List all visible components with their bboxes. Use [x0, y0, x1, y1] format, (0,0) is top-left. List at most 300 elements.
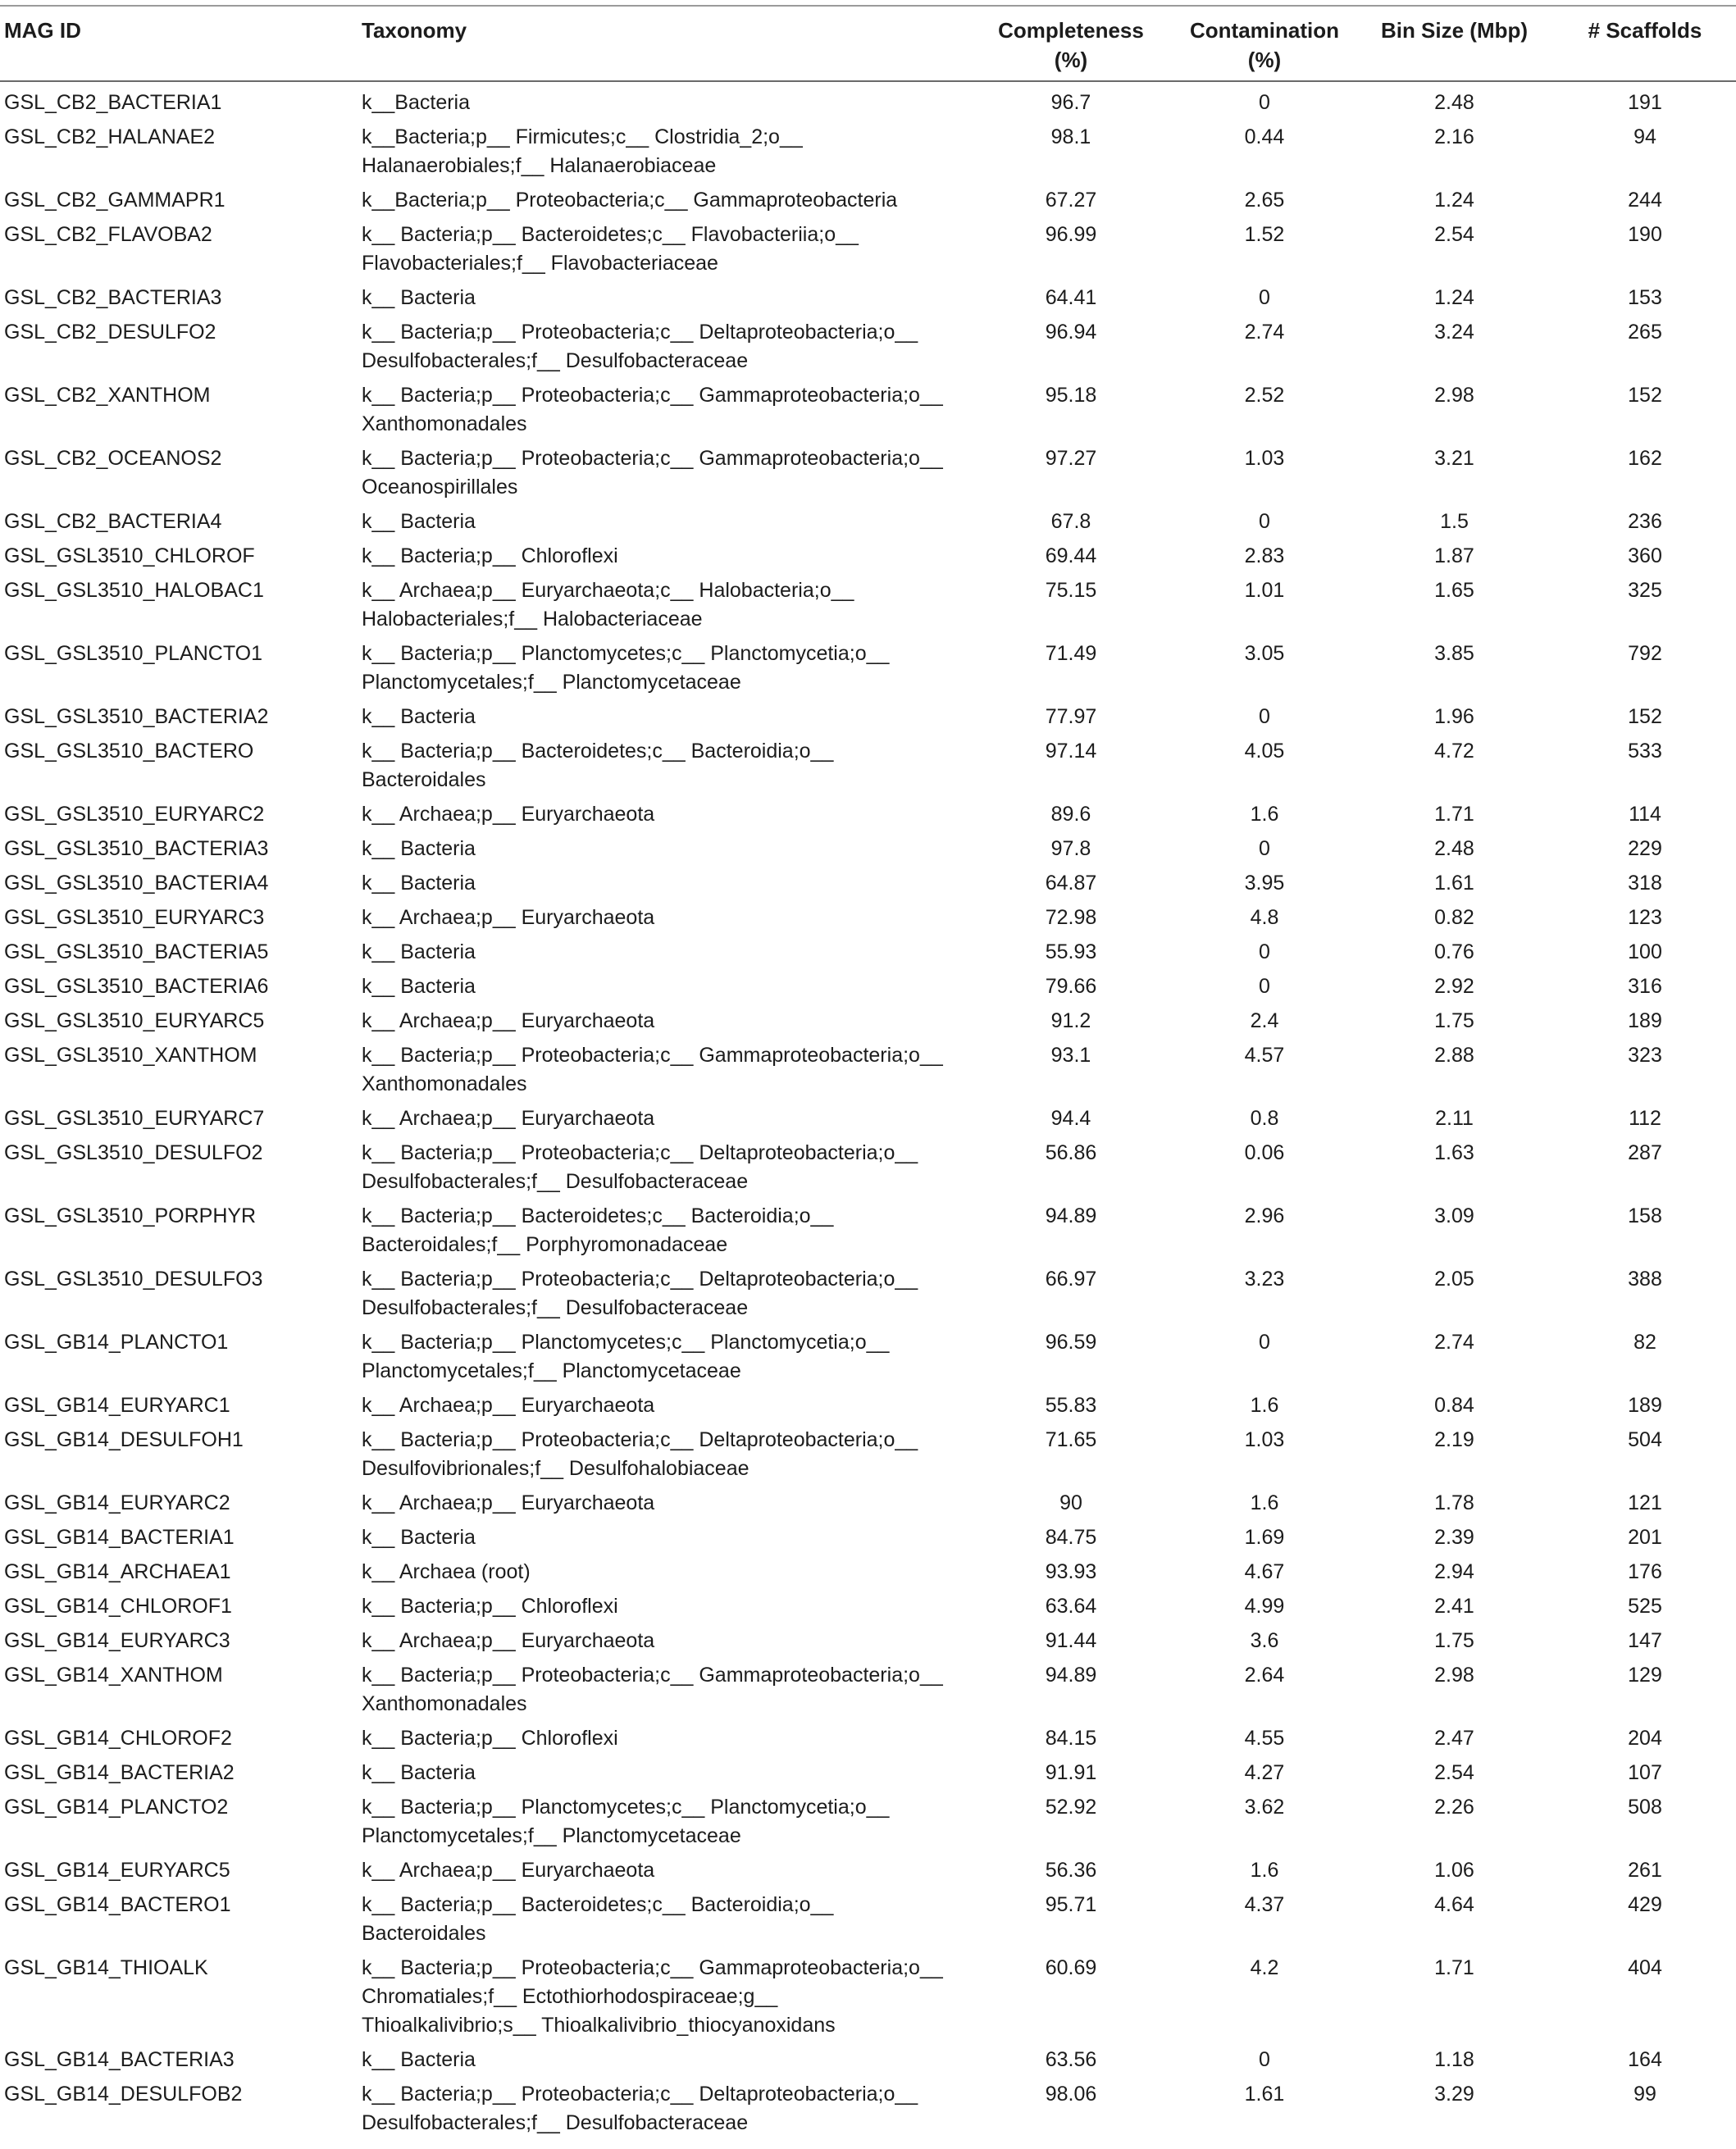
contamination-cell: 3.05 — [1244, 642, 1285, 665]
mag-id-cell: GSL_GSL3510_HALOBAC1 — [4, 579, 264, 602]
table-row — [0, 968, 1736, 1003]
mag-id-cell: GSL_CB2_DESULFO2 — [4, 321, 216, 344]
taxonomy-cell — [362, 1789, 972, 1852]
scaffolds-cell: 323 — [1628, 1044, 1662, 1067]
contamination-cell: 1.6 — [1250, 1859, 1279, 1882]
taxonomy-line: k__ Bacteria;p__ Bacteroidetes;c__ Flavobacteriia;o__ — [362, 223, 859, 246]
table-row — [0, 1720, 1736, 1755]
completeness-cell: 84.15 — [1045, 1727, 1097, 1750]
scaffolds-cell: 201 — [1628, 1526, 1662, 1549]
completeness-cell: 71.49 — [1045, 642, 1097, 665]
taxonomy-cell — [362, 314, 972, 377]
mag-id-cell: GSL_CB2_HALANAE2 — [4, 125, 216, 148]
taxonomy-cell — [362, 2042, 972, 2076]
mag-id-cell: GSL_GB14_EURYARC3 — [4, 1629, 230, 1652]
completeness-cell: 63.64 — [1045, 1595, 1097, 1618]
bin-size-cell: 2.26 — [1434, 1796, 1474, 1819]
taxonomy-cell — [362, 934, 972, 968]
bin-size-cell: 2.19 — [1434, 1428, 1474, 1451]
completeness-cell: 96.7 — [1050, 91, 1091, 114]
taxonomy-cell — [362, 831, 972, 865]
completeness-cell: 75.15 — [1045, 579, 1097, 602]
scaffolds-cell: 236 — [1628, 510, 1662, 533]
taxonomy-line: k__ Bacteria;p__ Chloroflexi — [362, 544, 618, 567]
taxonomy-line: k__Bacteria;p__ Firmicutes;c__ Clostridia_2;o__ — [362, 125, 803, 148]
scaffolds-cell: 114 — [1629, 803, 1661, 826]
taxonomy-line: k__ Bacteria;p__ Chloroflexi — [362, 1595, 618, 1618]
contamination-cell: 1.52 — [1244, 223, 1285, 246]
mag-id-cell: GSL_GSL3510_BACTERIA2 — [4, 705, 269, 728]
table-row — [0, 1519, 1736, 1554]
completeness-cell: 98.1 — [1050, 125, 1091, 148]
completeness-cell: 93.93 — [1045, 1560, 1097, 1583]
header-row — [0, 6, 1736, 81]
mag-id-cell: GSL_GSL3510_DESULFO2 — [4, 1141, 263, 1164]
taxonomy-line: k__ Bacteria — [362, 1526, 476, 1549]
mag-id-cell: GSL_GSL3510_CHLOROF — [4, 544, 255, 567]
completeness-cell: 79.66 — [1045, 975, 1097, 998]
mag-id-cell: GSL_GB14_BACTERIA3 — [4, 2048, 235, 2071]
completeness-cell: 66.97 — [1045, 1268, 1097, 1291]
taxonomy-cell — [362, 968, 972, 1003]
table-row — [0, 280, 1736, 314]
completeness-cell: 94.89 — [1045, 1204, 1097, 1227]
table-row — [0, 1852, 1736, 1887]
table-row — [0, 81, 1736, 119]
taxonomy-line: Chromatiales;f__ Ectothiorhodospiraceae;g__ — [362, 1985, 778, 2008]
mag-table — [0, 5, 1736, 2139]
bin-size-cell: 2.54 — [1434, 223, 1474, 246]
scaffolds-cell: 508 — [1628, 1796, 1662, 1819]
scaffolds-cell: 325 — [1628, 579, 1662, 602]
mag-id-cell: GSL_GB14_XANTHOM — [4, 1664, 223, 1687]
mag-id-cell: GSL_GB14_BACTERIA2 — [4, 1761, 235, 1784]
taxonomy-line: k__ Bacteria;p__ Proteobacteria;c__ Deltaproteobacteria;o__ — [362, 321, 918, 344]
bin-size-cell: 1.61 — [1434, 872, 1474, 895]
completeness-cell: 64.87 — [1045, 872, 1097, 895]
contamination-cell: 4.57 — [1244, 1044, 1285, 1067]
taxonomy-cell — [362, 572, 972, 635]
taxonomy-line: k__ Bacteria;p__ Proteobacteria;c__ Deltaproteobacteria;o__ — [362, 1141, 918, 1164]
contamination-cell: 0.8 — [1250, 1107, 1279, 1130]
contamination-cell: 0.44 — [1244, 125, 1285, 148]
bin-size-cell: 2.16 — [1434, 125, 1474, 148]
taxonomy-cell — [362, 182, 972, 216]
scaffolds-cell: 204 — [1628, 1727, 1662, 1750]
table-row — [0, 119, 1736, 182]
taxonomy-line: k__ Bacteria — [362, 705, 476, 728]
taxonomy-line: Bacteroidales — [362, 768, 486, 791]
taxonomy-cell — [362, 1100, 972, 1135]
taxonomy-cell — [362, 1588, 972, 1623]
contamination-cell: 2.74 — [1244, 321, 1285, 344]
scaffolds-cell: 191 — [1628, 91, 1662, 114]
table-row — [0, 1554, 1736, 1588]
completeness-cell: 95.18 — [1045, 384, 1097, 407]
scaffolds-cell: 153 — [1628, 286, 1662, 309]
scaffolds-cell: 792 — [1628, 642, 1662, 665]
contamination-cell: 2.65 — [1244, 189, 1285, 212]
bin-size-cell: 2.54 — [1434, 1761, 1474, 1784]
scaffolds-cell: 162 — [1628, 447, 1662, 470]
contamination-cell: 0 — [1259, 91, 1270, 114]
contamination-cell: 4.55 — [1244, 1727, 1285, 1750]
taxonomy-line: Halanaerobiales;f__ Halanaerobiaceae — [362, 154, 717, 177]
taxonomy-line: k__ Archaea;p__ Euryarchaeota — [362, 1394, 655, 1417]
contamination-cell: 1.61 — [1244, 2083, 1285, 2106]
mag-id-cell: GSL_GB14_ARCHAEA1 — [4, 1560, 231, 1583]
scaffolds-cell: 189 — [1628, 1394, 1662, 1417]
taxonomy-line: k__ Bacteria;p__ Planctomycetes;c__ Planctomycetia;o__ — [362, 1796, 890, 1819]
taxonomy-line: k__ Bacteria;p__ Proteobacteria;c__ Gammaproteobacteria;o__ — [362, 447, 943, 470]
contamination-cell: 0.06 — [1244, 1141, 1285, 1164]
completeness-cell: 96.99 — [1045, 223, 1097, 246]
taxonomy-cell — [362, 280, 972, 314]
taxonomy-cell — [362, 1519, 972, 1554]
table-row — [0, 2076, 1736, 2139]
taxonomy-cell — [362, 377, 972, 440]
table-row — [0, 1623, 1736, 1657]
scaffolds-cell: 504 — [1628, 1428, 1662, 1451]
contamination-cell: 4.99 — [1244, 1595, 1285, 1618]
completeness-cell: 69.44 — [1045, 544, 1097, 567]
mag-id-cell: GSL_GSL3510_BACTERIA4 — [4, 872, 269, 895]
scaffolds-cell: 121 — [1628, 1491, 1662, 1514]
bin-size-cell: 2.47 — [1434, 1727, 1474, 1750]
contamination-cell: 1.69 — [1244, 1526, 1285, 1549]
completeness-cell: 96.94 — [1045, 321, 1097, 344]
completeness-cell: 94.4 — [1050, 1107, 1091, 1130]
mag-id-cell: GSL_GSL3510_BACTERIA6 — [4, 975, 269, 998]
bin-size-cell: 1.06 — [1434, 1859, 1474, 1882]
table-row — [0, 503, 1736, 538]
header-completeness — [972, 6, 1170, 81]
completeness-cell: 91.2 — [1050, 1009, 1091, 1032]
taxonomy-line: k__ Archaea;p__ Euryarchaeota;c__ Halobacteria;o__ — [362, 579, 854, 602]
taxonomy-cell — [362, 81, 972, 119]
scaffolds-cell: 316 — [1628, 975, 1662, 998]
table-row — [0, 440, 1736, 503]
table-row — [0, 1198, 1736, 1261]
taxonomy-cell — [362, 899, 972, 934]
mag-id-cell: GSL_GSL3510_BACTERIA3 — [4, 837, 269, 860]
taxonomy-cell — [362, 216, 972, 280]
contamination-cell: 1.03 — [1244, 447, 1285, 470]
taxonomy-cell — [362, 865, 972, 899]
table-row — [0, 1135, 1736, 1198]
completeness-cell: 89.6 — [1050, 803, 1091, 826]
bin-size-cell: 2.05 — [1434, 1268, 1474, 1291]
contamination-cell: 1.6 — [1250, 803, 1279, 826]
taxonomy-line: k__ Bacteria;p__ Proteobacteria;c__ Gammaproteobacteria;o__ — [362, 1956, 943, 1979]
taxonomy-line: k__ Bacteria — [362, 940, 476, 963]
mag-id-cell: GSL_GSL3510_BACTERO — [4, 740, 254, 763]
mag-id-cell: GSL_CB2_BACTERIA4 — [4, 510, 222, 533]
mag-id-cell: GSL_GB14_EURYARC2 — [4, 1491, 230, 1514]
mag-id-cell: GSL_CB2_OCEANOS2 — [4, 447, 222, 470]
taxonomy-cell — [362, 1003, 972, 1037]
taxonomy-line: k__ Bacteria — [362, 286, 476, 309]
scaffolds-cell: 164 — [1628, 2048, 1662, 2071]
contamination-cell: 4.8 — [1250, 906, 1279, 929]
bin-size-cell: 4.64 — [1434, 1893, 1474, 1916]
bin-size-cell: 3.85 — [1434, 642, 1474, 665]
mag-id-cell: GSL_GB14_CHLOROF1 — [4, 1595, 232, 1618]
contamination-cell: 4.67 — [1244, 1560, 1285, 1583]
contamination-cell: 0 — [1259, 837, 1270, 860]
table-row — [0, 182, 1736, 216]
scaffolds-cell: 265 — [1628, 321, 1662, 344]
completeness-cell: 84.75 — [1045, 1526, 1097, 1549]
taxonomy-line: k__ Bacteria — [362, 510, 476, 533]
header-bin-size: Bin Size (Mbp) — [1359, 6, 1550, 81]
taxonomy-line: k__ Bacteria;p__ Planctomycetes;c__ Planctomycetia;o__ — [362, 1331, 890, 1354]
scaffolds-cell: 152 — [1628, 384, 1662, 407]
bin-size-cell: 2.41 — [1434, 1595, 1474, 1618]
bin-size-cell: 2.98 — [1434, 1664, 1474, 1687]
completeness-cell: 91.91 — [1045, 1761, 1097, 1784]
table-row — [0, 2042, 1736, 2076]
bin-size-cell: 2.88 — [1434, 1044, 1474, 1067]
table-row — [0, 796, 1736, 831]
contamination-cell: 3.62 — [1244, 1796, 1285, 1819]
taxonomy-line: Xanthomonadales — [362, 412, 527, 435]
completeness-cell: 77.97 — [1045, 705, 1097, 728]
taxonomy-line: k__ Archaea;p__ Euryarchaeota — [362, 1107, 655, 1130]
completeness-cell: 55.93 — [1045, 940, 1097, 963]
bin-size-cell: 1.63 — [1434, 1141, 1474, 1164]
table-row — [0, 635, 1736, 699]
scaffolds-cell: 94 — [1633, 125, 1656, 148]
completeness-cell: 56.86 — [1045, 1141, 1097, 1164]
contamination-cell: 3.6 — [1250, 1629, 1279, 1652]
bin-size-cell: 1.24 — [1434, 286, 1474, 309]
contamination-cell: 1.6 — [1250, 1394, 1279, 1417]
bin-size-cell: 2.92 — [1434, 975, 1474, 998]
completeness-cell: 72.98 — [1045, 906, 1097, 929]
bin-size-cell: 4.72 — [1434, 740, 1474, 763]
bin-size-cell: 1.71 — [1434, 1956, 1474, 1979]
mag-id-cell: GSL_GB14_PLANCTO1 — [4, 1331, 229, 1354]
taxonomy-cell — [362, 635, 972, 699]
completeness-cell: 97.14 — [1045, 740, 1097, 763]
bin-size-cell: 1.18 — [1434, 2048, 1474, 2071]
mag-id-cell: GSL_GB14_DESULFOH1 — [4, 1428, 244, 1451]
taxonomy-line: k__ Bacteria — [362, 837, 476, 860]
taxonomy-line: Xanthomonadales — [362, 1072, 527, 1095]
taxonomy-cell — [362, 1950, 972, 2042]
completeness-cell: 71.65 — [1045, 1428, 1097, 1451]
contamination-cell: 4.2 — [1250, 1956, 1279, 1979]
mag-id-cell: GSL_GSL3510_PORPHYR — [4, 1204, 257, 1227]
taxonomy-line: k__ Bacteria;p__ Bacteroidetes;c__ Bacteroidia;o__ — [362, 740, 834, 763]
scaffolds-cell: 112 — [1629, 1107, 1661, 1130]
taxonomy-cell — [362, 119, 972, 182]
scaffolds-cell: 107 — [1628, 1761, 1662, 1784]
taxonomy-cell — [362, 1261, 972, 1324]
taxonomy-line: Desulfovibrionales;f__ Desulfohalobiaceae — [362, 1457, 750, 1480]
contamination-cell: 0 — [1259, 286, 1270, 309]
mag-id-cell: GSL_GB14_PLANCTO2 — [4, 1796, 229, 1819]
completeness-cell: 94.89 — [1045, 1664, 1097, 1687]
table-row — [0, 865, 1736, 899]
mag-id-cell: GSL_GSL3510_EURYARC5 — [4, 1009, 265, 1032]
mag-id-cell: GSL_GSL3510_EURYARC7 — [4, 1107, 265, 1130]
contamination-cell: 2.52 — [1244, 384, 1285, 407]
taxonomy-line: Flavobacteriales;f__ Flavobacteriaceae — [362, 252, 718, 275]
taxonomy-line: k__ Bacteria;p__ Proteobacteria;c__ Deltaproteobacteria;o__ — [362, 2083, 918, 2106]
bin-size-cell: 1.75 — [1434, 1629, 1474, 1652]
taxonomy-cell — [362, 440, 972, 503]
taxonomy-line: Desulfobacterales;f__ Desulfobacteraceae — [362, 1170, 749, 1193]
taxonomy-cell — [362, 1198, 972, 1261]
bin-size-cell: 1.96 — [1434, 705, 1474, 728]
table-body — [0, 81, 1736, 2139]
contamination-cell: 0 — [1259, 705, 1270, 728]
table-row — [0, 216, 1736, 280]
header-contamination-line2: (%) — [1247, 48, 1282, 72]
taxonomy-cell — [362, 1852, 972, 1887]
taxonomy-line: k__ Bacteria;p__ Bacteroidetes;c__ Bacteroidia;o__ — [362, 1204, 834, 1227]
table-row — [0, 899, 1736, 934]
contamination-cell: 2.64 — [1244, 1664, 1285, 1687]
completeness-cell: 63.56 — [1045, 2048, 1097, 2071]
mag-id-cell: GSL_GSL3510_PLANCTO1 — [4, 642, 263, 665]
completeness-cell: 96.59 — [1045, 1331, 1097, 1354]
table-row — [0, 1588, 1736, 1623]
scaffolds-cell: 82 — [1633, 1331, 1656, 1354]
bin-size-cell: 3.09 — [1434, 1204, 1474, 1227]
contamination-cell: 0 — [1259, 940, 1270, 963]
contamination-cell: 0 — [1259, 975, 1270, 998]
scaffolds-cell: 190 — [1628, 223, 1662, 246]
taxonomy-line: k__ Archaea;p__ Euryarchaeota — [362, 1859, 655, 1882]
bin-size-cell: 2.11 — [1435, 1107, 1474, 1130]
completeness-cell: 95.71 — [1045, 1893, 1097, 1916]
taxonomy-line: k__ Bacteria — [362, 872, 476, 895]
header-completeness-line1: Completeness — [998, 18, 1144, 43]
taxonomy-cell — [362, 1485, 972, 1519]
scaffolds-cell: 158 — [1628, 1204, 1662, 1227]
contamination-cell: 1.03 — [1244, 1428, 1285, 1451]
taxonomy-line: k__ Archaea;p__ Euryarchaeota — [362, 1629, 655, 1652]
mag-id-cell: GSL_CB2_BACTERIA3 — [4, 286, 222, 309]
taxonomy-cell — [362, 1324, 972, 1387]
scaffolds-cell: 99 — [1633, 2083, 1656, 2106]
taxonomy-cell — [362, 503, 972, 538]
table-row — [0, 1657, 1736, 1720]
contamination-cell: 0 — [1259, 2048, 1270, 2071]
taxonomy-line: k__ Bacteria — [362, 1761, 476, 1784]
taxonomy-cell — [362, 538, 972, 572]
contamination-cell: 1.6 — [1250, 1491, 1279, 1514]
scaffolds-cell: 152 — [1628, 705, 1662, 728]
table-row — [0, 1324, 1736, 1387]
mag-id-cell: GSL_GB14_EURYARC5 — [4, 1859, 230, 1882]
mag-id-cell: GSL_GSL3510_XANTHOM — [4, 1044, 257, 1067]
taxonomy-cell — [362, 1037, 972, 1100]
table-row — [0, 1950, 1736, 2042]
scaffolds-cell: 244 — [1628, 189, 1662, 212]
table-row — [0, 1789, 1736, 1852]
contamination-cell: 1.01 — [1244, 579, 1285, 602]
table-row — [0, 1755, 1736, 1789]
taxonomy-cell — [362, 2076, 972, 2139]
bin-size-cell: 2.48 — [1434, 91, 1474, 114]
bin-size-cell: 1.75 — [1434, 1009, 1474, 1032]
contamination-cell: 3.23 — [1244, 1268, 1285, 1291]
taxonomy-line: Bacteroidales — [362, 1922, 486, 1945]
completeness-cell: 60.69 — [1045, 1956, 1097, 1979]
taxonomy-line: k__ Bacteria;p__ Planctomycetes;c__ Planctomycetia;o__ — [362, 642, 890, 665]
taxonomy-line: k__ Archaea (root) — [362, 1560, 531, 1583]
contamination-cell: 2.4 — [1250, 1009, 1279, 1032]
completeness-cell: 67.27 — [1045, 189, 1097, 212]
header-scaffolds: # Scaffolds — [1550, 6, 1736, 81]
taxonomy-line: k__ Bacteria;p__ Chloroflexi — [362, 1727, 618, 1750]
taxonomy-cell — [362, 1657, 972, 1720]
mag-id-cell: GSL_GB14_EURYARC1 — [4, 1394, 230, 1417]
contamination-cell: 4.05 — [1244, 740, 1285, 763]
mag-id-cell: GSL_GB14_DESULFOB2 — [4, 2083, 243, 2106]
bin-size-cell: 0.76 — [1434, 940, 1474, 963]
scaffolds-cell: 129 — [1628, 1664, 1662, 1687]
bin-size-cell: 1.24 — [1434, 189, 1474, 212]
mag-id-cell: GSL_CB2_BACTERIA1 — [4, 91, 222, 114]
taxonomy-line: Desulfobacterales;f__ Desulfobacteraceae — [362, 349, 749, 372]
header-taxonomy: Taxonomy — [362, 6, 972, 81]
taxonomy-cell — [362, 1623, 972, 1657]
taxonomy-line: Bacteroidales;f__ Porphyromonadaceae — [362, 1233, 728, 1256]
scaffolds-cell: 533 — [1628, 740, 1662, 763]
completeness-cell: 55.83 — [1045, 1394, 1097, 1417]
table-row — [0, 1100, 1736, 1135]
completeness-cell: 64.41 — [1045, 286, 1097, 309]
contamination-cell: 2.96 — [1244, 1204, 1285, 1227]
taxonomy-line: Halobacteriales;f__ Halobacteriaceae — [362, 608, 703, 631]
mag-id-cell: GSL_GB14_BACTERIA1 — [4, 1526, 235, 1549]
taxonomy-cell — [362, 699, 972, 733]
table-row — [0, 377, 1736, 440]
mag-id-cell: GSL_CB2_XANTHOM — [4, 384, 211, 407]
table-row — [0, 538, 1736, 572]
taxonomy-line: Oceanospirillales — [362, 476, 518, 499]
table-row — [0, 572, 1736, 635]
taxonomy-line: Thioalkalivibrio;s__ Thioalkalivibrio_thiocyanoxidans — [362, 2014, 836, 2037]
completeness-cell: 56.36 — [1045, 1859, 1097, 1882]
scaffolds-cell: 429 — [1628, 1893, 1662, 1916]
bin-size-cell: 3.24 — [1434, 321, 1474, 344]
completeness-cell: 97.8 — [1050, 837, 1091, 860]
mag-id-cell: GSL_CB2_GAMMAPR1 — [4, 189, 226, 212]
completeness-cell: 91.44 — [1045, 1629, 1097, 1652]
scaffolds-cell: 388 — [1628, 1268, 1662, 1291]
taxonomy-cell — [362, 1720, 972, 1755]
taxonomy-line: Planctomycetales;f__ Planctomycetaceae — [362, 1824, 741, 1847]
header-contamination-line1: Contamination — [1190, 18, 1339, 43]
mag-id-cell: GSL_GB14_CHLOROF2 — [4, 1727, 232, 1750]
bin-size-cell: 0.84 — [1434, 1394, 1474, 1417]
mag-id-cell: GSL_GB14_THIOALK — [4, 1956, 208, 1979]
taxonomy-line: k__ Bacteria;p__ Proteobacteria;c__ Gammaproteobacteria;o__ — [362, 1664, 943, 1687]
mag-id-cell: GSL_GSL3510_BACTERIA5 — [4, 940, 269, 963]
contamination-cell: 2.83 — [1244, 544, 1285, 567]
taxonomy-line: Xanthomonadales — [362, 1692, 527, 1715]
table-row — [0, 1887, 1736, 1950]
header-completeness-line2: (%) — [1054, 48, 1088, 72]
taxonomy-cell — [362, 1755, 972, 1789]
bin-size-cell: 2.48 — [1434, 837, 1474, 860]
